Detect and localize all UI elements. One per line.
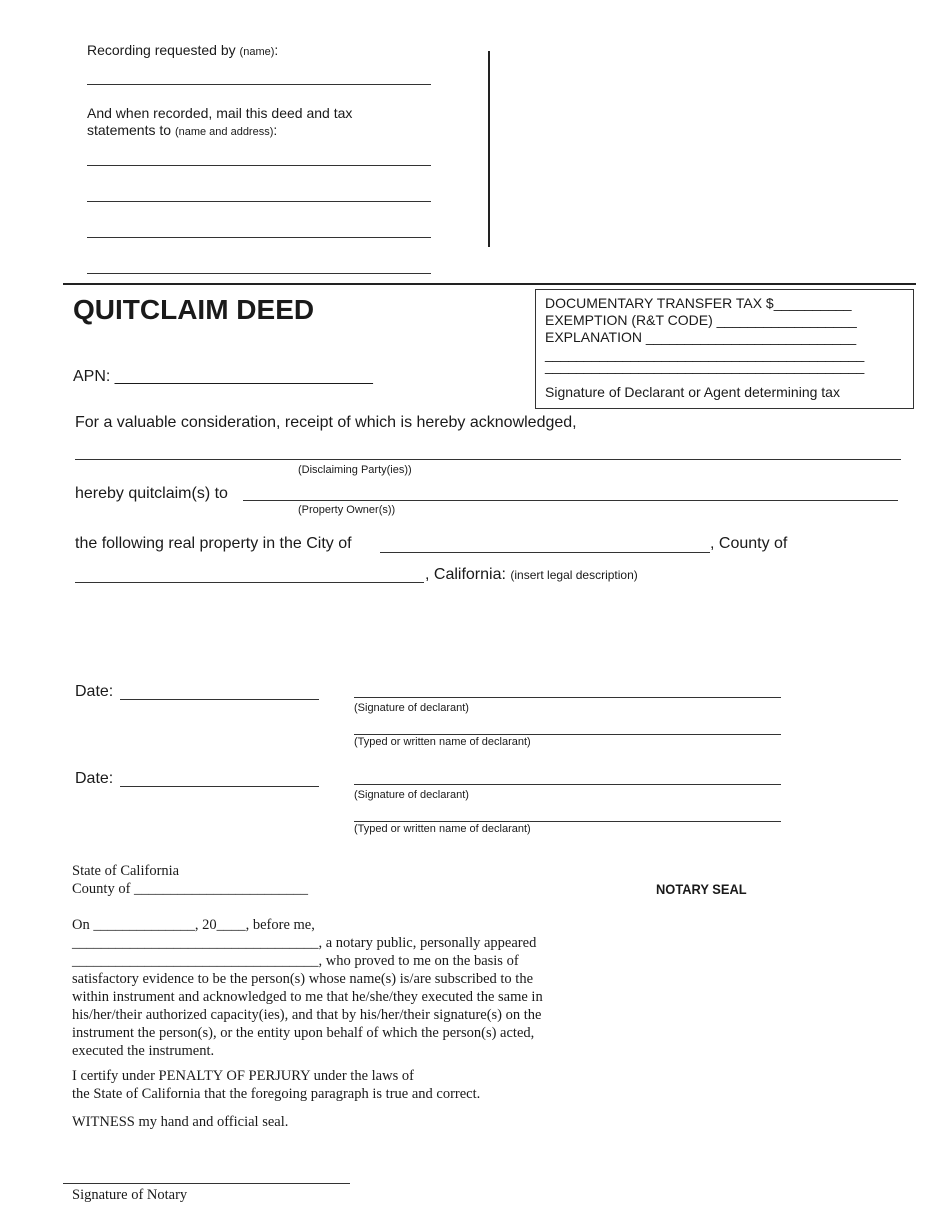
notary-county[interactable]: County of ________________________ bbox=[72, 881, 309, 897]
date-blank-1[interactable] bbox=[120, 699, 319, 700]
exemption-line[interactable]: EXEMPTION (R&T CODE) __________________ bbox=[545, 312, 857, 328]
notary-signature-blank[interactable] bbox=[63, 1183, 350, 1184]
notary-line-2[interactable]: __________________________________, a notary public, personally appeared bbox=[72, 935, 537, 951]
california-row bbox=[425, 566, 638, 584]
certify-line-1: I certify under PENALTY OF PERJURY under the laws of bbox=[72, 1068, 414, 1084]
explanation-line-3[interactable]: _________________________________________ bbox=[545, 358, 865, 374]
legal-description-hint: (insert legal description) bbox=[510, 568, 638, 582]
mail-to-blank-1[interactable] bbox=[87, 165, 431, 166]
consideration-text: For a valuable consideration, receipt of which is hereby acknowledged, bbox=[75, 414, 577, 431]
signature-blank-2[interactable] bbox=[354, 784, 781, 785]
header-rule bbox=[63, 283, 916, 285]
mail-to-blank-3[interactable] bbox=[87, 237, 431, 238]
certify-line-2: the State of California that the foregoing paragraph is true and correct. bbox=[72, 1086, 481, 1102]
date-label-1: Date: bbox=[75, 683, 114, 700]
transfer-tax-line[interactable]: DOCUMENTARY TRANSFER TAX $__________ bbox=[545, 295, 852, 311]
notary-line-6: his/her/their authorized capacity(ies), and that by his/her/their signature(s) on the bbox=[72, 1007, 542, 1023]
signature-hint-1: (Signature of declarant) bbox=[354, 702, 469, 714]
county-of-label: , County of bbox=[710, 535, 788, 552]
property-city-label: the following real property in the City of bbox=[75, 535, 352, 552]
city-blank[interactable] bbox=[380, 552, 710, 553]
mail-to-blank-4[interactable] bbox=[87, 273, 431, 274]
notary-line-8: executed the instrument. bbox=[72, 1043, 215, 1059]
notary-seal-label: NOTARY SEAL bbox=[656, 881, 747, 897]
recording-requested-blank[interactable] bbox=[87, 84, 431, 85]
date-blank-2[interactable] bbox=[120, 786, 319, 787]
county-blank[interactable] bbox=[75, 582, 424, 583]
colon: : bbox=[273, 122, 278, 138]
typed-name-blank-2[interactable] bbox=[354, 821, 781, 822]
signature-blank-1[interactable] bbox=[354, 697, 781, 698]
notary-on-line[interactable]: On ______________, 20____, before me, bbox=[72, 917, 315, 933]
recording-requested-label bbox=[87, 42, 278, 58]
explanation-line-2[interactable]: _________________________________________ bbox=[545, 346, 865, 362]
page-title: QUITCLAIM DEED bbox=[73, 294, 315, 325]
recording-requested-text: Recording requested by bbox=[87, 42, 236, 58]
typed-name-blank-1[interactable] bbox=[354, 734, 781, 735]
typed-name-hint-2: (Typed or written name of declarant) bbox=[354, 823, 531, 835]
california-label: , California: bbox=[425, 566, 506, 583]
notary-signature-label: Signature of Notary bbox=[72, 1187, 188, 1203]
quitclaim-to-label: hereby quitclaim(s) to bbox=[75, 485, 228, 502]
apn-label: APN: bbox=[73, 368, 111, 385]
witness-text: WITNESS my hand and official seal. bbox=[72, 1114, 289, 1130]
notary-line-5: within instrument and acknowledged to me that he/she/they executed the same in bbox=[72, 989, 543, 1005]
notary-line-7: instrument the person(s), or the entity upon behalf of which the person(s) acted, bbox=[72, 1025, 535, 1041]
address-hint: (name and address) bbox=[174, 126, 274, 138]
tax-signature-label: Signature of Declarant or Agent determining tax bbox=[545, 384, 840, 400]
signature-hint-2: (Signature of declarant) bbox=[354, 789, 469, 801]
date-label-2: Date: bbox=[75, 770, 114, 787]
certify-paragraph bbox=[72, 1067, 480, 1103]
tax-box-lines bbox=[545, 295, 864, 375]
mail-to-label-line1: And when recorded, mail this deed and tax bbox=[87, 105, 353, 121]
notary-state: State of California bbox=[72, 863, 180, 879]
mail-to-label-line2 bbox=[87, 122, 277, 138]
disclaiming-party-blank[interactable] bbox=[75, 459, 901, 460]
explanation-line[interactable]: EXPLANATION ___________________________ bbox=[545, 329, 857, 345]
colon: : bbox=[274, 42, 279, 58]
name-hint: (name) bbox=[239, 46, 275, 58]
mail-to-blank-2[interactable] bbox=[87, 201, 431, 202]
property-owner-hint: (Property Owner(s)) bbox=[298, 504, 396, 516]
property-owner-blank[interactable] bbox=[243, 500, 898, 501]
vertical-divider bbox=[488, 51, 490, 247]
typed-name-hint-1: (Typed or written name of declarant) bbox=[354, 736, 531, 748]
notary-line-3[interactable]: __________________________________, who proved to me on the basis of bbox=[72, 953, 519, 969]
notary-paragraph bbox=[72, 916, 543, 1060]
apn-row bbox=[73, 368, 373, 386]
mail-to-text: statements to bbox=[87, 122, 172, 138]
apn-blank[interactable]: _____________________________ bbox=[114, 368, 373, 385]
disclaiming-party-hint: (Disclaiming Party(ies)) bbox=[298, 464, 412, 476]
notary-line-4: satisfactory evidence to be the person(s) whose name(s) is/are subscribed to the bbox=[72, 971, 534, 987]
